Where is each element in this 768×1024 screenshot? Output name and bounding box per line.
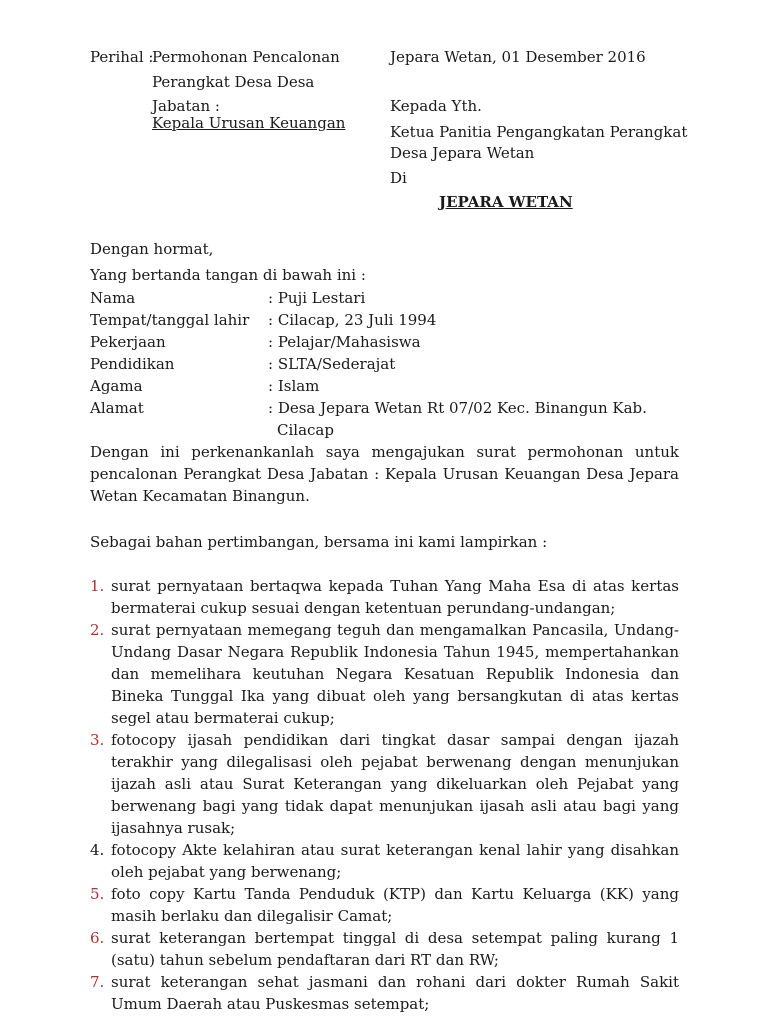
greeting: Dengan hormat, (90, 240, 214, 258)
identity-label-ttl: Tempat/tanggal lahir (90, 311, 250, 329)
jabatan-value: Kepala Urusan Keuangan (152, 114, 346, 132)
identity-value-nama: : Puji Lestari (268, 289, 366, 307)
list-item-text: surat keterangan bertempat tinggal di desa setempat paling kurang 1 (satu) tahun sebelum pendaftaran dari RT dan RW; (111, 929, 679, 969)
place-date: Jepara Wetan, 01 Desember 2016 (390, 48, 646, 66)
identity-value-alamat: : Desa Jepara Wetan Rt 07/02 Kec. Binangun Kab. (268, 399, 647, 417)
list-item (90, 729, 679, 839)
list-item-text: foto copy Kartu Tanda Penduduk (KTP) dan Kartu Keluarga (KK) yang masih berlaku dan dilegalisir Camat; (111, 885, 679, 925)
list-item (90, 971, 679, 1015)
kepada-yth: Kepada Yth. (390, 97, 482, 115)
identity-label-agama: Agama (90, 377, 143, 395)
identity-value-agama: : Islam (268, 377, 320, 395)
list-item (90, 927, 679, 971)
list-number: 3. (90, 731, 105, 749)
identity-value-ttl: : Cilacap, 23 Juli 1994 (268, 311, 437, 329)
list-item-text: surat keterangan sehat jasmani dan rohani dari dokter Rumah Sakit Umum Daerah atau Puskesmas setempat; (111, 973, 679, 1013)
di-label: Di (390, 169, 407, 187)
jabatan-label: Jabatan : (152, 97, 220, 115)
list-number: 2. (90, 621, 105, 639)
list-number: 6. (90, 929, 105, 947)
list-number: 5. (90, 885, 105, 903)
list-item-text: surat pernyataan bertaqwa kepada Tuhan Yang Maha Esa di atas kertas bermaterai cukup sesuai dengan ketentuan perundang-undangan; (111, 577, 679, 617)
body-paragraph: Dengan ini perkenankanlah saya mengajukan surat permohonan untuk pencalonan Perangkat Desa Jabatan : Kepala Urusan Keuangan Desa Jepara Wetan Kecamatan Binangun. (90, 443, 679, 505)
perihal-line2: Perangkat Desa Desa (152, 73, 315, 91)
list-item-text: fotocopy Akte kelahiran atau surat keterangan kenal lahir yang disahkan oleh pejabat yang berwenang; (111, 841, 679, 881)
recipient-line2: Desa Jepara Wetan (390, 144, 535, 162)
list-item-text: fotocopy ijasah pendidikan dari tingkat dasar sampai dengan ijazah terakhir yang dilegalisasi oleh pejabat berwenang dengan menunjukan ijazah asli atau Surat Keterangan yang dikeluarkan oleh Pejabat yang berwenang bagi yang tidak dapat menunjukan ijasah asli atau bagi yang ijasahnya rusak; (111, 731, 679, 837)
identity-label-nama: Nama (90, 289, 136, 307)
identity-value-pekerjaan: : Pelajar/Mahasiswa (268, 333, 421, 351)
list-item-text: surat pernyataan memegang teguh dan mengamalkan Pancasila, Undang-Undang Dasar Negara Republik Indonesia Tahun 1945, mempertahankan dan memelihara keutuhan Negara Kesatuan Republik Indonesia dan Bineka Tunggal Ika yang dibuat oleh yang bersangkutan di atas kertas segel atau bermaterai cukup; (111, 621, 679, 727)
list-item (90, 883, 679, 927)
perihal-label: Perihal : (90, 48, 154, 66)
identity-label-pekerjaan: Pekerjaan (90, 333, 166, 351)
list-item (90, 839, 679, 883)
perihal-line1: Permohonan Pencalonan (152, 48, 340, 66)
identity-label-pendidikan: Pendidikan (90, 355, 175, 373)
recipient-place: JEPARA WETAN (439, 193, 573, 211)
list-number: 4. (90, 841, 105, 859)
attachments-list (90, 575, 679, 1015)
attachments-intro: Sebagai bahan pertimbangan, bersama ini kami lampirkan : (90, 533, 548, 551)
list-number: 1. (90, 577, 105, 595)
identity-value-pendidikan: : SLTA/Sederajat (268, 355, 396, 373)
list-item (90, 575, 679, 619)
identity-value-alamat-cont: Cilacap (277, 421, 334, 439)
identity-label-alamat: Alamat (90, 399, 144, 417)
intro-line: Yang bertanda tangan di bawah ini : (90, 266, 366, 284)
list-item (90, 619, 679, 729)
recipient-line1: Ketua Panitia Pengangkatan Perangkat (390, 123, 688, 141)
list-number: 7. (90, 973, 105, 991)
